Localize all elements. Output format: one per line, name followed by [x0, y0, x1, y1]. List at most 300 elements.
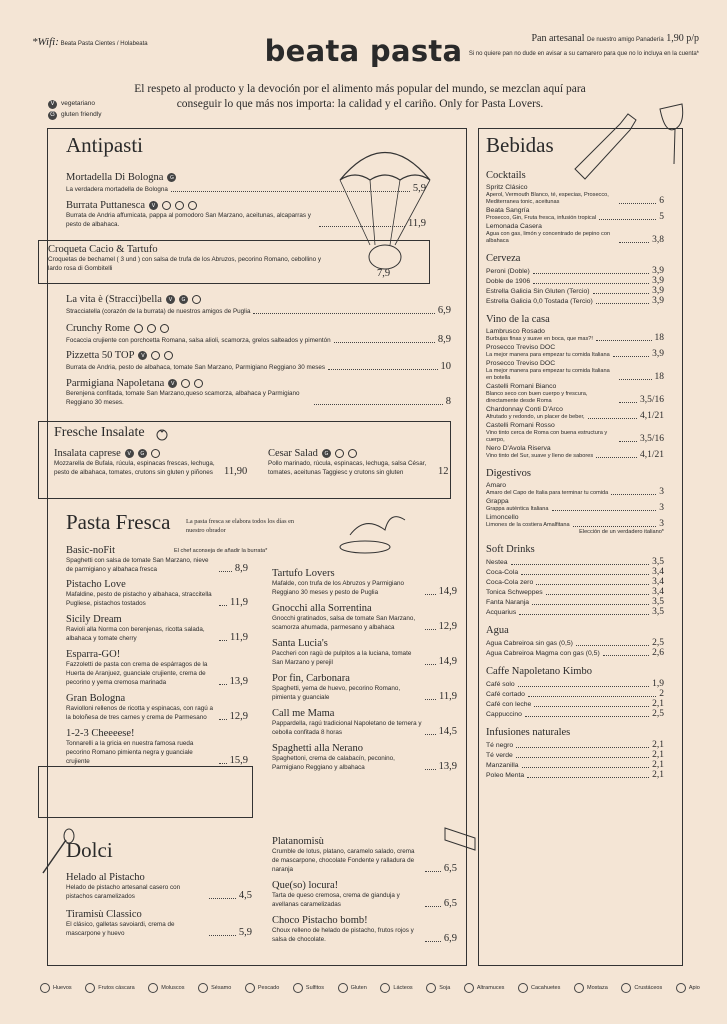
bread-price: 1,90 p/p [666, 33, 699, 44]
allergen-item [198, 983, 231, 993]
drink-desc: Grappa auténtica Italiana [486, 506, 549, 512]
drink-price: 2,1 [652, 699, 664, 709]
drink-name: Limoncello [486, 514, 519, 521]
drink-text [486, 206, 596, 222]
drink-price: 2,5 [652, 709, 664, 719]
item-price: 6,9 [437, 305, 451, 316]
item-desc: Mafaldine, pesto de pistacho y albahaca, straccitella Pugliese, pistachos tostados [66, 591, 212, 607]
drink-text [486, 444, 593, 460]
drink-text [486, 598, 529, 607]
item-name: 1-2-3 Cheeeese! [66, 728, 135, 739]
allergen-item [621, 983, 662, 993]
item-desc: Mafalde, con trufa de los Abruzos y Parmigiano Reggiano 30 meses y pesto de Puglia [272, 580, 404, 596]
drink-text [486, 761, 519, 770]
drink-text [486, 277, 530, 286]
dots-leader [532, 604, 649, 605]
drink-name: Café cortado [486, 691, 525, 698]
dish-item [272, 568, 457, 597]
drink-name: Prosecco Treviso DOC [486, 360, 556, 367]
drink-desc: Aperol, Vermouth Blanco, té, especias, Prosecco, Mediterranea tonic, aceitunas [486, 192, 609, 205]
item-name: La vita è (Stracci)bella [66, 294, 162, 305]
allergen-label: Gluten [350, 985, 367, 991]
allergen-icon [464, 983, 474, 993]
drink-item [486, 206, 664, 222]
item-desc: Raviolloni rellenos de ricotta y espinacas, con ragú a la boloñesa de tres carnes y crema de Parmesano [66, 705, 214, 721]
drink-name: Peroni (Doble) [486, 268, 530, 275]
item-row [272, 579, 457, 597]
drink-price: 3,9 [652, 349, 664, 359]
vegetarian-icon: V [166, 295, 175, 304]
allergen-icon [198, 983, 208, 993]
item-price: 6,9 [443, 933, 457, 944]
drink-text [486, 751, 513, 760]
drink-name: Prosecco Treviso DOC [486, 344, 556, 351]
dots-leader [519, 614, 649, 615]
drink-group [486, 170, 664, 245]
item-name: Por fin, Carbonara [272, 673, 350, 684]
drink-group [486, 314, 664, 460]
bread-info [419, 33, 699, 58]
drink-price: 2 [659, 689, 664, 699]
dots-leader [552, 510, 657, 511]
item-price: 14,9 [438, 656, 457, 667]
antipasti-item [66, 172, 426, 194]
diet-legend [48, 98, 101, 120]
item-price: 13,9 [229, 676, 248, 687]
gluten-friendly-icon: G [322, 449, 331, 458]
vegetarian-icon: V [138, 351, 147, 360]
antipasti-item [66, 323, 451, 345]
antipasti-title: Antipasti [66, 133, 143, 157]
wifi-label: *Wifi: [32, 36, 59, 48]
drink-price: 3,4 [652, 567, 664, 577]
dish-item [272, 743, 457, 772]
dots-leader [619, 203, 656, 204]
dots-leader [425, 664, 436, 665]
drink-name: Cappuccino [486, 711, 522, 718]
drink-item [486, 577, 664, 587]
antipasti-item [66, 294, 451, 316]
drink-name: Lemonada Casera [486, 223, 542, 230]
item-price: 12 [438, 466, 449, 477]
limoncello-note: Elección de un verdadero italiano* [579, 529, 664, 535]
item-name: Insalata caprese [54, 448, 121, 459]
dots-leader [209, 935, 236, 936]
item-desc: Helado de pistacho artesanal casero con pistachos caramelizados [66, 884, 181, 900]
drink-item [486, 481, 664, 497]
allergen-icon [188, 201, 197, 210]
drink-price: 2,1 [652, 750, 664, 760]
allergen-label: Cacahuetes [531, 985, 561, 991]
drink-price: 3,9 [652, 286, 664, 296]
allergen-label: Crustáceos [634, 985, 663, 991]
dish-item [66, 614, 248, 643]
spoon-illustration-icon [38, 828, 78, 878]
allergen-icon [164, 351, 173, 360]
allergen-item [338, 983, 367, 993]
dots-leader [219, 763, 227, 764]
allergen-icon [518, 983, 528, 993]
item-desc: Mozzarella de Bufala, rúcula, espinacas frescas, lechuga, pesto de albahaca, tomates, crutons sin gluten y piñones [54, 460, 215, 476]
pasta-right-column [272, 568, 457, 778]
drink-group-title: Cerveza [486, 253, 521, 264]
item-desc: Stracciatella (corazón de la burrata) de nuestros amigos de Puglia [66, 308, 251, 315]
item-name: Helado al Pistacho [66, 872, 145, 883]
drink-text [486, 710, 522, 719]
dots-leader [599, 219, 656, 220]
antipasti-item [66, 350, 451, 372]
legend-vegetarian: vegetariano [61, 100, 95, 107]
antipasti-item [66, 200, 426, 229]
dots-leader [533, 273, 649, 274]
drink-item [486, 382, 664, 405]
drink-item [486, 444, 664, 460]
dots-leader [219, 571, 232, 572]
dots-leader [219, 684, 227, 685]
item-name: Pizzetta 50 TOP [66, 350, 135, 361]
wifi-network: Beata Pasta Cientes / Holabeata [60, 41, 148, 47]
dish-item [272, 638, 457, 667]
drink-text [486, 700, 531, 709]
drink-name: Coca-Cola [486, 569, 519, 576]
dish-item [66, 693, 248, 722]
dots-leader [425, 906, 441, 907]
gluten-friendly-icon: G [48, 111, 57, 120]
allergen-icon [85, 983, 95, 993]
item-name: Gnocchi alla Sorrentina [272, 603, 372, 614]
drink-item [486, 296, 664, 306]
drink-text [486, 680, 515, 689]
dots-leader [516, 757, 649, 758]
dots-leader [516, 747, 649, 748]
dish-item [66, 649, 248, 687]
item-price: 14,5 [438, 726, 457, 737]
item-name: Gran Bologna [66, 693, 126, 704]
dots-leader [522, 767, 650, 768]
drink-item [486, 750, 664, 760]
allergen-icon [426, 983, 436, 993]
item-row [66, 625, 248, 643]
drink-desc: Agua con gas, limón y concentrado de pepino con albahaca [486, 231, 611, 244]
dots-leader [425, 941, 441, 942]
dots-leader [603, 655, 649, 656]
allergen-label: Altramuces [476, 985, 505, 991]
drink-text [486, 649, 600, 658]
drink-name: Acquarius [486, 609, 517, 616]
allergen-icon [192, 295, 201, 304]
drink-item [486, 343, 664, 359]
drink-group-title: Cocktails [486, 170, 526, 181]
item-desc: Pollo marinado, rúcula, espinacas, lechuga, salsa César, tomates, aceitunas Taggiesc y crutons sin gluten [268, 460, 427, 476]
dolci-left-column [66, 872, 252, 946]
allergen-item [676, 983, 700, 993]
drink-group [486, 468, 664, 536]
item-price: 10 [440, 361, 451, 372]
salad-item [268, 448, 463, 477]
drink-desc: Blanco seco con buen cuerpo y frescura, directamente desde Roma [486, 391, 588, 404]
allergen-label: Frutos cáscara [98, 985, 135, 991]
allergen-icon [338, 983, 348, 993]
item-row [66, 920, 252, 938]
item-desc: Paccheri con ragù de pulpitos a la luciana, tomate San Marzano y perejil [272, 650, 412, 666]
dots-leader [593, 293, 650, 294]
pasta-left-column [66, 545, 268, 772]
drink-text [486, 558, 508, 567]
allergen-label: Pescado [257, 985, 280, 991]
allergen-item [464, 983, 505, 993]
item-price: 8,9 [234, 563, 248, 574]
allergen-item [40, 983, 72, 993]
dots-leader [525, 716, 649, 717]
item-desc: El clásico, galletas savoiardi, crema de mascarpone y huevo [66, 921, 175, 937]
drink-text [486, 343, 610, 359]
dish-item [272, 836, 457, 874]
dots-leader [533, 283, 649, 284]
drink-desc: Amaro del Capo de Italia para terminar tu comida [486, 490, 609, 496]
allergen-label: Apio [688, 985, 700, 991]
drink-text [486, 297, 593, 306]
drink-group-title: Vino de la casa [486, 314, 550, 325]
dots-leader [619, 441, 637, 442]
item-price: 7,9 [377, 268, 391, 279]
drink-item [486, 679, 664, 689]
drink-item [486, 770, 664, 780]
item-desc: Pappardella, ragú tradicional Napoletano de ternera y cebolla confitada 8 horas [272, 720, 422, 736]
drink-price: 6 [659, 196, 664, 206]
dots-leader [596, 303, 649, 304]
vegetarian-icon: V [48, 100, 57, 109]
gluten-friendly-icon: G [138, 449, 147, 458]
dish-item [272, 880, 457, 909]
drink-item [486, 421, 664, 444]
dish-item [66, 728, 248, 766]
item-name: Mortadella Di Bologna [66, 172, 164, 183]
allergen-label: Lácteos [393, 985, 413, 991]
gluten-friendly-icon: G [167, 173, 176, 182]
drink-price: 3,4 [652, 587, 664, 597]
item-row [272, 614, 457, 632]
drink-text [486, 287, 590, 296]
item-price: 5,9 [238, 927, 252, 938]
drink-item [486, 689, 664, 699]
item-price: 11,9 [439, 691, 457, 702]
allergen-icon [181, 379, 190, 388]
dish-item [66, 909, 252, 938]
item-row [66, 704, 248, 722]
drink-name: Lambrusco Rosado [486, 328, 545, 335]
drink-group [486, 253, 664, 306]
allergen-icon [148, 983, 158, 993]
drink-item [486, 709, 664, 719]
drink-price: 3,5 [652, 557, 664, 567]
drink-desc: Vino tinto del Sur, suave y lleno de sabores [486, 453, 594, 459]
gluten-friendly-icon: G [179, 295, 188, 304]
drink-desc: La mejor manera para empezar tu comida Italiana en botella [486, 368, 610, 381]
dots-leader [588, 418, 637, 419]
allergen-label: Mostaza [586, 985, 608, 991]
drink-desc: La mejor manera para empezar tu comida Italiana [486, 352, 610, 358]
brand-title: beata pasta [264, 34, 463, 68]
allergen-label: Sulfitos [305, 985, 324, 991]
dots-leader [521, 574, 649, 575]
bread-from: De nuestro amigo Panadería [587, 37, 664, 43]
drink-name: Fanta Naranja [486, 599, 530, 606]
allergen-item [518, 983, 560, 993]
drink-name: Castelli Romani Bianco [486, 383, 557, 390]
item-name: Croqueta Cacio & Tartufo [48, 244, 158, 255]
drink-group-title: Agua [486, 625, 509, 636]
item-row [272, 719, 457, 737]
item-price: 5,9 [412, 183, 426, 194]
allergen-icon [175, 201, 184, 210]
drink-item [486, 587, 664, 597]
drink-price: 2,1 [652, 770, 664, 780]
item-desc: Focaccia crujiente con porchcetta Romana, salsa alioli, scamorza, grelos salteados y pimentón [66, 337, 331, 344]
allergen-icon [676, 983, 686, 993]
drink-price: 3,9 [652, 266, 664, 276]
item-row [66, 883, 252, 901]
item-price: 6,5 [443, 863, 457, 874]
item-desc: Crumble de lotus, platano, caramelo salado, crema de mascarpone, chocolate Fondente y ralladura de naranja [272, 848, 415, 873]
bread-note: Si no quiere pan no dude en avisar a su camarero para que no lo incluya en la cuenta* [468, 51, 699, 57]
drink-text [486, 183, 616, 206]
drink-name: Estrella Galicia Sin Gluten (Tercio) [486, 288, 590, 295]
dots-leader [619, 402, 637, 403]
dots-leader [573, 526, 657, 527]
drink-name: Estrella Galicia 0,0 Tostada (Tercio) [486, 298, 593, 305]
drink-item [486, 557, 664, 567]
drink-name: Nestea [486, 559, 508, 566]
item-name: Tartufo Lovers [272, 568, 335, 579]
allergen-item [574, 983, 608, 993]
drink-name: Amaro [486, 482, 507, 489]
drink-name: Agua Cabreiroa Magma con gas (0,5) [486, 650, 600, 657]
drink-name: Grappa [486, 498, 509, 505]
item-name: Esparra-GO! [66, 649, 121, 660]
drink-price: 1,9 [652, 679, 664, 689]
drink-item [486, 699, 664, 709]
drink-price: 3,9 [652, 296, 664, 306]
item-name: Spaghetti alla Nerano [272, 743, 363, 754]
item-price: 12,9 [229, 711, 248, 722]
drink-group-title: Soft Drinks [486, 544, 535, 555]
dots-leader [596, 340, 652, 341]
drink-item [486, 286, 664, 296]
drink-price: 18 [654, 372, 664, 382]
dots-leader [611, 494, 656, 495]
item-desc: Gnocchi gratinados, salsa de tomate San Marzano, scamorza ahumada, parmesano y albahaca [272, 615, 416, 631]
item-row [272, 684, 457, 702]
item-name: Sicily Dream [66, 614, 122, 625]
item-desc: Burrata de Andria, pesto de albahaca, tomate San Marzano, Parmigiano Reggiano 30 meses [66, 364, 326, 371]
legend-gluten: gluten friendly [61, 111, 102, 118]
drink-item [486, 648, 664, 658]
pasta-subtitle: La pasta fresca se elabora todos los días en nuestro obrador [186, 518, 295, 534]
item-name: Que(so) locura! [272, 880, 339, 891]
drink-item [486, 405, 664, 421]
drink-text [486, 639, 573, 648]
item-price: 13,9 [438, 761, 457, 772]
vegetarian-icon: V [149, 201, 158, 210]
item-row [66, 556, 248, 574]
drink-price: 2,6 [652, 648, 664, 658]
drink-text [486, 222, 616, 245]
item-name: Platanomisù [272, 836, 324, 847]
allergen-item [245, 983, 279, 993]
drink-name: Nero D'Avola Riserva [486, 445, 551, 452]
drink-price: 3,5 [652, 597, 664, 607]
allergen-label: Sésamo [211, 985, 232, 991]
dots-leader [596, 457, 637, 458]
drink-text [486, 421, 616, 444]
dots-leader [425, 734, 436, 735]
item-price: 6,5 [443, 898, 457, 909]
drink-group-title: Digestivos [486, 468, 531, 479]
drink-name: Doble de 1906 [486, 278, 531, 285]
drink-text [486, 741, 513, 750]
drink-item [486, 607, 664, 617]
drink-item [486, 359, 664, 382]
drink-text [486, 568, 518, 577]
drink-item [486, 513, 664, 529]
drink-group [486, 625, 664, 658]
dish-item [272, 673, 457, 702]
item-desc: Spaghettoni, crema de calabacín, peconino, Parmigiano Reggiano y albahaca [272, 755, 395, 771]
drink-desc: Afrutado y redondo, un placer de beber, [486, 414, 585, 420]
drink-group-title: Infusiones naturales [486, 727, 571, 738]
drink-price: 2,1 [652, 760, 664, 770]
allergen-item [380, 983, 412, 993]
allergen-icon [151, 449, 160, 458]
allergen-label: Soja [439, 985, 451, 991]
item-price: 11,9 [230, 632, 248, 643]
item-price: 15,9 [229, 755, 248, 766]
drink-name: Café solo [486, 681, 515, 688]
item-name: Tiramisù Classico [66, 909, 142, 920]
allergen-label: Huevos [53, 985, 72, 991]
drink-price: 3 [659, 503, 664, 513]
dish-item [66, 872, 252, 901]
drink-text [486, 327, 593, 343]
allergen-icon [162, 201, 171, 210]
dish-item [66, 579, 248, 608]
drink-price: 4,1/21 [639, 450, 664, 460]
dots-leader [613, 356, 649, 357]
drink-name: Agua Cabreiroa sin gas (0,5) [486, 640, 573, 647]
item-desc: Ravioli alla Norma con berenjenas, ricotta salada, albahaca y tomate cherry [66, 626, 205, 642]
item-price: 12,9 [438, 621, 457, 632]
drink-price: 3,5/16 [639, 395, 664, 405]
item-name: Call me Mama [272, 708, 335, 719]
antipasti-item [48, 244, 393, 273]
drink-price: 5 [659, 212, 664, 222]
drink-text [486, 578, 533, 587]
dots-leader [527, 777, 649, 778]
item-row [272, 891, 457, 909]
drink-desc: Limones de la costiera Amalfitana [486, 522, 570, 528]
item-desc: Spaghetti, yema de huevo, pecorino Romano, pimienta y guanciale [272, 685, 401, 701]
drink-group [486, 544, 664, 617]
drink-desc: Prosecco, Gin, Fruta fresca, infusión tropical [486, 215, 597, 221]
dots-leader [536, 584, 649, 585]
dots-leader [511, 564, 650, 565]
drink-price: 4,1/21 [639, 411, 664, 421]
dots-leader [425, 871, 441, 872]
drink-name: Castelli Romani Rosso [486, 422, 555, 429]
bread-name: Pan artesanal [531, 33, 585, 44]
drink-name: Café con leche [486, 701, 532, 708]
allergen-icon [621, 983, 631, 993]
